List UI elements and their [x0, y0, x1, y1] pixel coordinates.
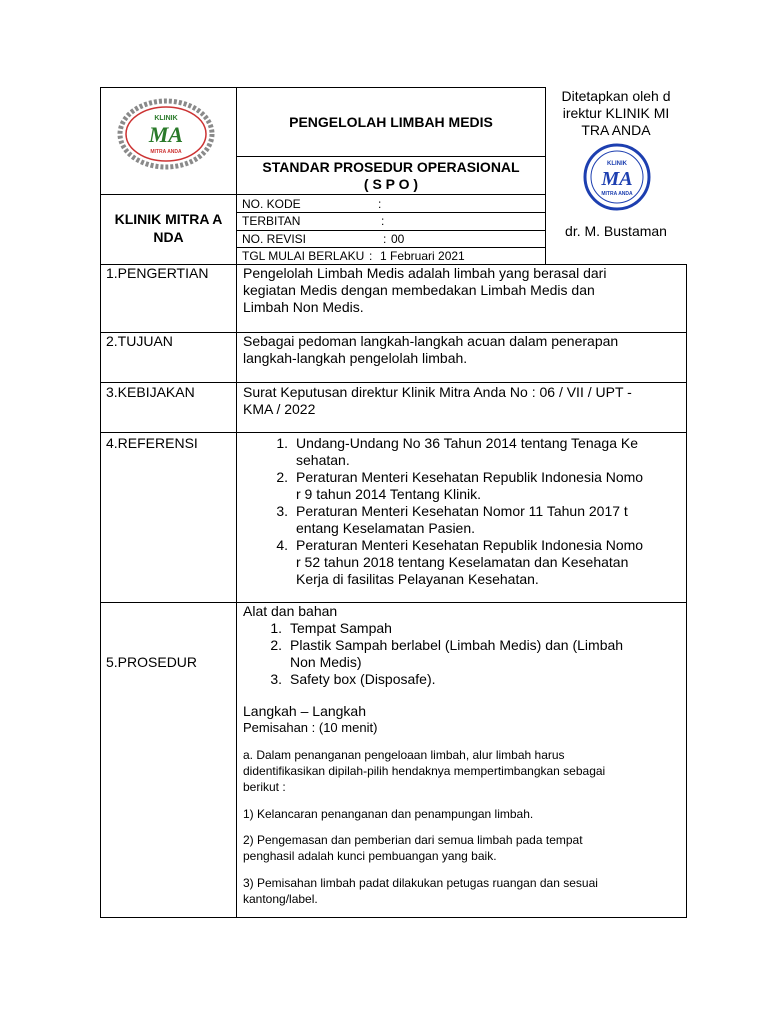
- clinic-name-line2: NDA: [153, 229, 184, 245]
- clinic-name-line1: KLINIK MITRA A: [114, 211, 223, 227]
- approval-line: TRA ANDA: [581, 122, 651, 138]
- field-sep-kode: :: [378, 197, 382, 211]
- pengertian-text: kegiatan Medis dengan membedakan Limbah Medis dan: [243, 282, 595, 298]
- list-item: [268, 469, 643, 503]
- paragraph-a: a. Dalam penanganan pengeloaan limbah, alur limbah harus: [243, 748, 565, 762]
- list-item-text: Tempat Sampah: [290, 620, 392, 636]
- field-value-tgl: 1 Februari 2021: [380, 249, 465, 263]
- paragraph-a: berikut :: [243, 780, 286, 794]
- list-item-text: r 52 tahun 2018 tentang Keselamatan dan Kesehatan: [296, 554, 629, 570]
- field-label-revisi: NO. REVISI: [242, 232, 307, 246]
- field-label-tgl: TGL MULAI BERLAKU: [242, 249, 365, 263]
- paragraph-3: kantong/label.: [243, 892, 318, 906]
- referensi-list: [268, 435, 643, 588]
- approval-line: irektur KLINIK MI: [562, 105, 670, 121]
- paragraph-2: 2) Pengemasan dan pemberian dari semua limbah pada tempat: [243, 833, 583, 847]
- list-number: 2.: [270, 637, 282, 653]
- list-number: 1.: [270, 620, 282, 636]
- approval-stamp: [583, 143, 651, 211]
- pemisahan-label: Pemisahan : (10 menit): [243, 720, 378, 735]
- svg-text:MITRA ANDA: MITRA ANDA: [601, 191, 633, 197]
- list-item: [262, 671, 623, 688]
- pengertian-text: Pengelolah Limbah Medis adalah limbah yang berasal dari: [243, 265, 607, 281]
- spo-title-line2: ( S P O ): [363, 176, 419, 192]
- pengertian-text: Limbah Non Medis.: [243, 299, 364, 315]
- list-item-text: Peraturan Menteri Kesehatan Republik Indonesia Nomo: [296, 469, 644, 485]
- field-sep-terbitan: :: [381, 214, 385, 228]
- list-item-text: Plastik Sampah berlabel (Limbah Medis) dan (Limbah: [290, 637, 624, 653]
- alat-list: [262, 620, 623, 688]
- field-value-revisi: 00: [391, 232, 405, 246]
- section-label-referensi: 4.REFERENSI: [106, 435, 198, 451]
- field-label-kode: NO. KODE: [242, 197, 301, 211]
- kebijakan-text: Surat Keputusan direktur Klinik Mitra Anda No : 06 / VII / UPT -: [243, 384, 632, 400]
- paragraph-a: didentifikasikan dipilah-pilih hendaknya mempertimbangkan sebagai: [243, 764, 606, 778]
- section-label-prosedur: 5.PROSEDUR: [106, 654, 198, 670]
- list-item-text: Safety box (Disposafe).: [290, 671, 436, 687]
- list-item: [268, 435, 643, 469]
- document-title: PENGELOLAH LIMBAH MEDIS: [289, 114, 493, 130]
- tujuan-text: langkah-langkah pengelolah limbah.: [243, 350, 468, 366]
- field-label-terbitan: TERBITAN: [242, 214, 301, 228]
- list-item-text: Peraturan Menteri Kesehatan Nomor 11 Tahun 2017 t: [296, 503, 628, 519]
- section-label-tujuan: 2.TUJUAN: [106, 333, 173, 349]
- field-sep-revisi: :: [383, 232, 387, 246]
- list-number: 3.: [270, 671, 282, 687]
- svg-text:MA: MA: [148, 122, 184, 147]
- list-item: [268, 503, 643, 537]
- paragraph-2: penghasil adalah kunci pembuangan yang baik.: [243, 849, 497, 863]
- list-item-text: entang Keselamatan Pasien.: [296, 520, 476, 536]
- list-item-text: Undang-Undang No 36 Tahun 2014 tentang Tenaga Ke: [296, 435, 638, 451]
- list-item-text: Peraturan Menteri Kesehatan Republik Indonesia Nomo: [296, 537, 644, 553]
- list-number: 4.: [276, 537, 288, 553]
- list-number: 3.: [276, 503, 288, 519]
- paragraph-3: 3) Pemisahan limbah padat dilakukan petugas ruangan dan sesuai: [243, 876, 598, 890]
- svg-text:KLINIK: KLINIK: [154, 115, 178, 122]
- paragraph-1: 1) Kelancaran penanganan dan penampungan limbah.: [243, 807, 534, 821]
- section-label-pengertian: 1.PENGERTIAN: [106, 265, 209, 281]
- list-item: [262, 637, 623, 671]
- list-item-text: Non Medis): [290, 654, 362, 670]
- list-item: [268, 537, 643, 588]
- svg-text:KLINIK: KLINIK: [607, 161, 627, 167]
- approval-line: Ditetapkan oleh d: [561, 88, 671, 104]
- spo-title-line1: STANDAR PROSEDUR OPERASIONAL: [262, 159, 520, 175]
- clinic-logo: [117, 98, 215, 170]
- alat-heading: Alat dan bahan: [243, 603, 338, 619]
- list-item-text: sehatan.: [296, 452, 350, 468]
- list-item-text: Kerja di fasilitas Pelayanan Kesehatan.: [296, 571, 539, 587]
- list-item: [262, 620, 623, 637]
- langkah-heading: Langkah – Langkah: [243, 703, 366, 719]
- list-item-text: r 9 tahun 2014 Tentang Klinik.: [296, 486, 481, 502]
- kebijakan-text: KMA / 2022: [243, 401, 316, 417]
- tujuan-text: Sebagai pedoman langkah-langkah acuan dalam penerapan: [243, 333, 619, 349]
- section-label-kebijakan: 3.KEBIJAKAN: [106, 384, 195, 400]
- field-sep-tgl: :: [369, 249, 373, 263]
- list-number: 1.: [276, 435, 288, 451]
- list-number: 2.: [276, 469, 288, 485]
- svg-text:MA: MA: [601, 168, 633, 190]
- approver-name: dr. M. Bustaman: [565, 223, 667, 239]
- svg-text:MITRA ANDA: MITRA ANDA: [150, 149, 182, 155]
